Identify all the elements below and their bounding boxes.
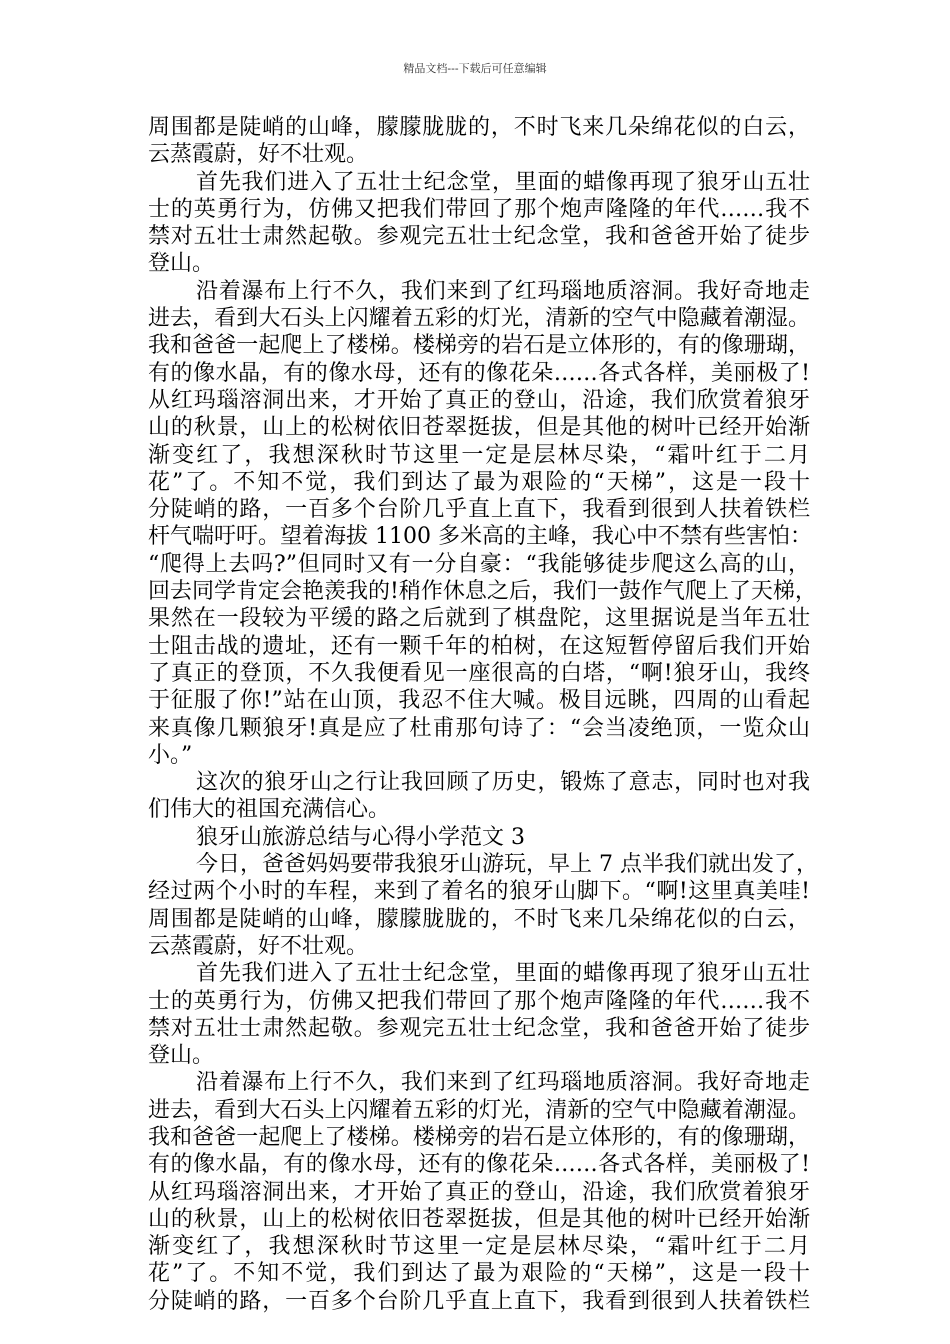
- text-line: 分陡峭的路，一百多个台阶几乎直上直下，我看到很到人扶着铁栏: [148, 1288, 810, 1314]
- text-line: 云蒸霞蔚，好不壮观。: [148, 142, 369, 168]
- text-line: 经过两个小时的车程，来到了着名的狼牙山脚下。“啊!这里真美哇!: [148, 879, 810, 905]
- text-line: 了真正的登顶，不久我便看见一座很高的白塔，“啊!狼牙山，我终: [148, 660, 810, 686]
- text-line: 我和爸爸一起爬上了楼梯。楼梯旁的岩石是立体形的，有的像珊瑚，: [148, 333, 810, 359]
- text-line: “爬得上去吗?”但同时又有一分自豪：“我能够徒步爬这么高的山，: [148, 551, 810, 577]
- text-line: 小。”: [148, 742, 193, 768]
- text-line: 山的秋景，山上的松树依旧苍翠挺拔，但是其他的树叶已经开始渐: [148, 415, 810, 441]
- text-line: 周围都是陡峭的山峰，朦朦胧胧的，不时飞来几朵绵花似的白云，: [148, 115, 810, 140]
- text-line: 登山。: [148, 1043, 215, 1069]
- text-line: 我和爸爸一起爬上了楼梯。楼梯旁的岩石是立体形的，有的像珊瑚，: [148, 1124, 810, 1150]
- text-line: 山的秋景，山上的松树依旧苍翠挺拔，但是其他的树叶已经开始渐: [148, 1206, 810, 1232]
- text-line: 进去，看到大石头上闪耀着五彩的灯光，清新的空气中隐藏着潮湿。: [148, 306, 810, 332]
- text-line: 们伟大的祖国充满信心。: [148, 797, 391, 823]
- text-line: 士的英勇行为，仿佛又把我们带回了那个炮声隆隆的年代……我不: [148, 988, 810, 1014]
- text-line: 云蒸霞蔚，好不壮观。: [148, 933, 369, 959]
- text-line: 进去，看到大石头上闪耀着五彩的灯光，清新的空气中隐藏着潮湿。: [148, 1097, 810, 1123]
- text-line: 来真像几颗狼牙!真是应了杜甫那句诗了：“会当凌绝顶，一览众山: [148, 715, 810, 741]
- text-line: 沿着瀑布上行不久，我们来到了红玛瑙地质溶洞。我好奇地走: [196, 1070, 810, 1096]
- text-line: 士阻击战的遗址，还有一颗千年的柏树，在这短暂停留后我们开始: [148, 633, 810, 659]
- text-line: 花”了。不知不觉，我们到达了最为艰险的“天梯”，这是一段十: [148, 1261, 810, 1287]
- text-line: 周围都是陡峭的山峰，朦朦胧胧的，不时飞来几朵绵花似的白云，: [148, 906, 810, 932]
- document-body: [148, 114, 818, 1315]
- text-line: 沿着瀑布上行不久，我们来到了红玛瑙地质溶洞。我好奇地走: [196, 278, 810, 304]
- text-line: 登山。: [148, 251, 215, 277]
- text-line: 从红玛瑙溶洞出来，才开始了真正的登山，沿途，我们欣赏着狼牙: [148, 1179, 810, 1205]
- text-line: 这次的狼牙山之行让我回顾了历史，锻炼了意志，同时也对我: [196, 770, 810, 796]
- text-line: 杆气喘吁吁。望着海拔 1100 多米高的主峰，我心中不禁有些害怕：: [148, 524, 812, 550]
- text-line: 于征服了你!”站在山顶，我忍不住大喊。极目远眺，四周的山看起: [148, 688, 810, 714]
- text-line: 首先我们进入了五壮士纪念堂，里面的蜡像再现了狼牙山五壮: [196, 961, 810, 987]
- text-line: 渐变红了，我想深秋时节这里一定是层林尽染，“霜叶红于二月: [148, 1234, 810, 1260]
- text-line: 禁对五壮士肃然起敬。参观完五壮士纪念堂，我和爸爸开始了徒步: [148, 224, 810, 250]
- text-line: 今日，爸爸妈妈要带我狼牙山游玩，早上 7 点半我们就出发了，: [196, 852, 818, 878]
- text-line: 果然在一段较为平缓的路之后就到了棋盘陀，这里据说是当年五壮: [148, 606, 810, 632]
- page-header: 精品文档---下载后可任意编辑: [403, 62, 547, 75]
- text-line: 分陡峭的路，一百多个台阶几乎直上直下，我看到很到人扶着铁栏: [148, 497, 810, 523]
- text-line: 回去同学肯定会艳羡我的!稍作休息之后，我们一鼓作气爬上了天梯，: [148, 579, 817, 605]
- text-line: 禁对五壮士肃然起敬。参观完五壮士纪念堂，我和爸爸开始了徒步: [148, 1015, 810, 1041]
- text-line: 首先我们进入了五壮士纪念堂，里面的蜡像再现了狼牙山五壮: [196, 169, 810, 195]
- text-line: 有的像水晶，有的像水母，还有的像花朵……各式各样，美丽极了!: [148, 1152, 810, 1178]
- text-line: 从红玛瑙溶洞出来，才开始了真正的登山，沿途，我们欣赏着狼牙: [148, 387, 810, 413]
- text-line: 士的英勇行为，仿佛又把我们带回了那个炮声隆隆的年代……我不: [148, 196, 810, 222]
- text-line: 渐变红了，我想深秋时节这里一定是层林尽染，“霜叶红于二月: [148, 442, 810, 468]
- text-line: 有的像水晶，有的像水母，还有的像花朵……各式各样，美丽极了!: [148, 360, 810, 386]
- text-line: 花”了。不知不觉，我们到达了最为艰险的“天梯”，这是一段十: [148, 469, 810, 495]
- text-line: 狼牙山旅游总结与心得小学范文 3: [196, 824, 525, 850]
